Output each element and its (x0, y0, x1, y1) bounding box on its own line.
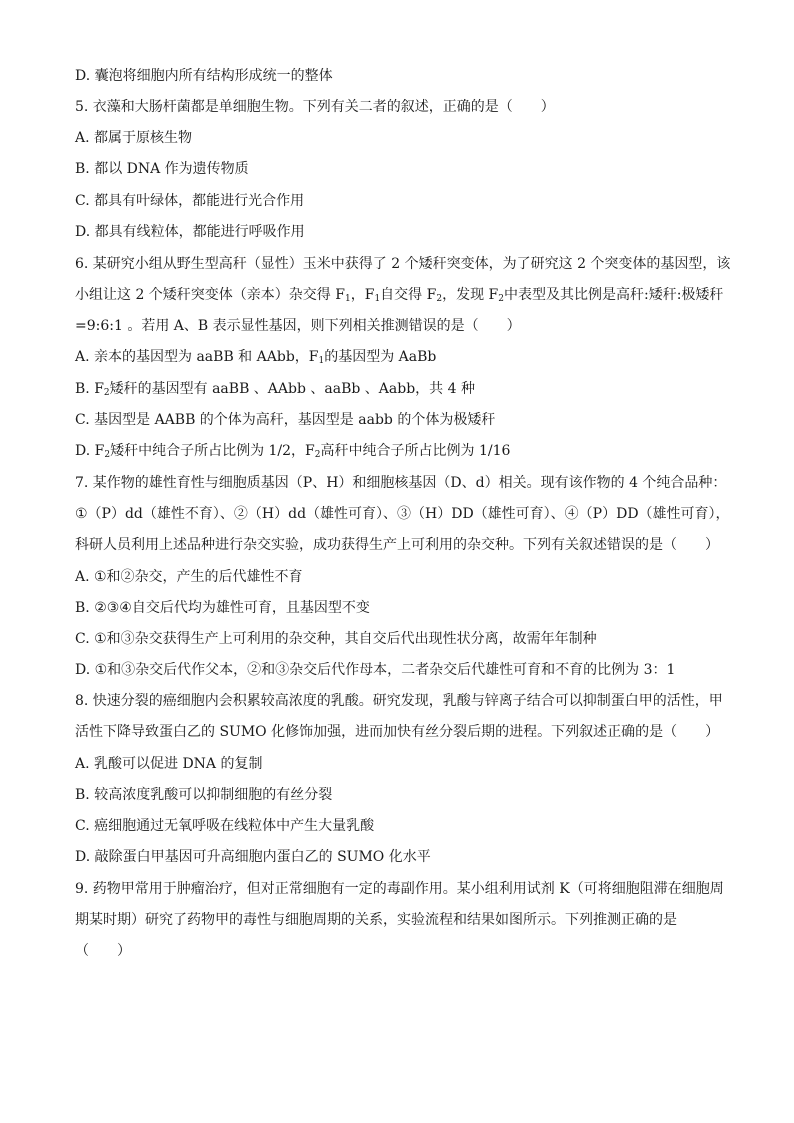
option-8-d: D. 敲除蛋白甲基因可升高细胞内蛋白乙的 SUMO 化水平 (75, 849, 431, 865)
option-8-c: C. 癌细胞通过无氧呼吸在线粒体中产生大量乳酸 (75, 818, 375, 834)
question-9-stem-2: 期某时期）研究了药物甲的毒性与细胞周期的关系，实验流程和结果如图所示。下列推测正确的是 (75, 912, 677, 928)
option-8-a: A. 乳酸可以促进 DNA 的复制 (75, 756, 263, 772)
question-9-stem-1: 9. 药物甲常用于肿瘤治疗，但对正常细胞有一定的毒副作用。某小组利用试剂 K（可将细胞阻滞在细胞周 (75, 881, 724, 897)
question-7-stem-3: 科研人员利用上述品种进行杂交实验，成功获得生产上可利用的杂交种。下列有关叙述错误的是（ ） (75, 537, 719, 553)
option-6-c: C. 基因型是 AABB 的个体为高秆，基因型是 aabb 的个体为极矮秆 (75, 412, 496, 428)
question-9-blank: （ ） (75, 943, 131, 959)
question-5-stem: 5. 衣藻和大肠杆菌都是单细胞生物。下列有关二者的叙述，正确的是（ ） (75, 99, 555, 115)
question-6-stem-1: 6. 某研究小组从野生型高秆（显性）玉米中获得了 2 个矮秆突变体，为了研究这 2 个突变体的基因型，该 (75, 256, 731, 272)
option-7-a: A. ①和②杂交，产生的后代雄性不育 (75, 569, 303, 585)
question-7-stem-1: 7. 某作物的雄性育性与细胞质基因（P、H）和细胞核基因（D、d）相关。现有该作物的 4 个纯合品种： (75, 475, 727, 491)
option-6-d: D. $F_2$矮秆中纯合子所占比例为 1/2，$F_2$高秆中纯合子所占比例为 1/16 (75, 443, 511, 460)
option-8-b: B. 较高浓度乳酸可以抑制细胞的有丝分裂 (75, 787, 333, 803)
option-4-d: D. 囊泡将细胞内所有结构形成统一的整体 (75, 68, 333, 84)
option-5-c: C. 都具有叶绿体，都能进行光合作用 (75, 193, 305, 209)
question-7-stem-2: ①（P）dd（雄性不育）、②（H）dd（雄性可育）、③（H）DD（雄性可育）、④（P）DD（雄性可育）， (75, 506, 730, 522)
option-5-a: A. 都属于原核生物 (75, 130, 193, 146)
option-6-b: B. $F_2$矮秆的基因型有 aaBB 、AAbb 、aaBb 、Aabb，共 4 种 (75, 381, 475, 398)
option-5-b: B. 都以 DNA 作为遗传物质 (75, 161, 249, 177)
option-7-b: B. ②③④自交后代均为雄性可育，且基因型不变 (75, 600, 370, 616)
question-8-stem-1: 8. 快速分裂的癌细胞内会积累较高浓度的乳酸。研究发现，乳酸与锌离子结合可以抑制蛋白甲的活性，甲 (75, 693, 723, 709)
option-7-d: D. ①和③杂交后代作父本，②和③杂交后代作母本，二者杂交后代雄性可育和不育的比例为 3：1 (75, 662, 676, 678)
option-5-d: D. 都具有线粒体，都能进行呼吸作用 (75, 224, 305, 240)
question-6-stem-2: 小组让这 2 个矮秆突变体（亲本）杂交得 $F_1$，$F_1$自交得 $F_2$，发现 $F_2$中表型及其比例是高秆:矮秆:极矮秆 (75, 287, 724, 304)
question-6-stem-3: =9:6:1 。若用 A、B 表示显性基因，则下列相关推测错误的是（ ） (75, 318, 521, 334)
option-6-a: A. 亲本的基因型为 aaBB 和 AAbb，$F_1$的基因型为 AaBb (75, 349, 437, 366)
question-8-stem-2: 活性下降导致蛋白乙的 SUMO 化修饰加强，进而加快有丝分裂后期的进程。下列叙述正确的是（ ） (75, 724, 720, 740)
option-7-c: C. ①和③杂交获得生产上可利用的杂交种，其自交后代出现性状分离，故需年年制种 (75, 631, 597, 647)
